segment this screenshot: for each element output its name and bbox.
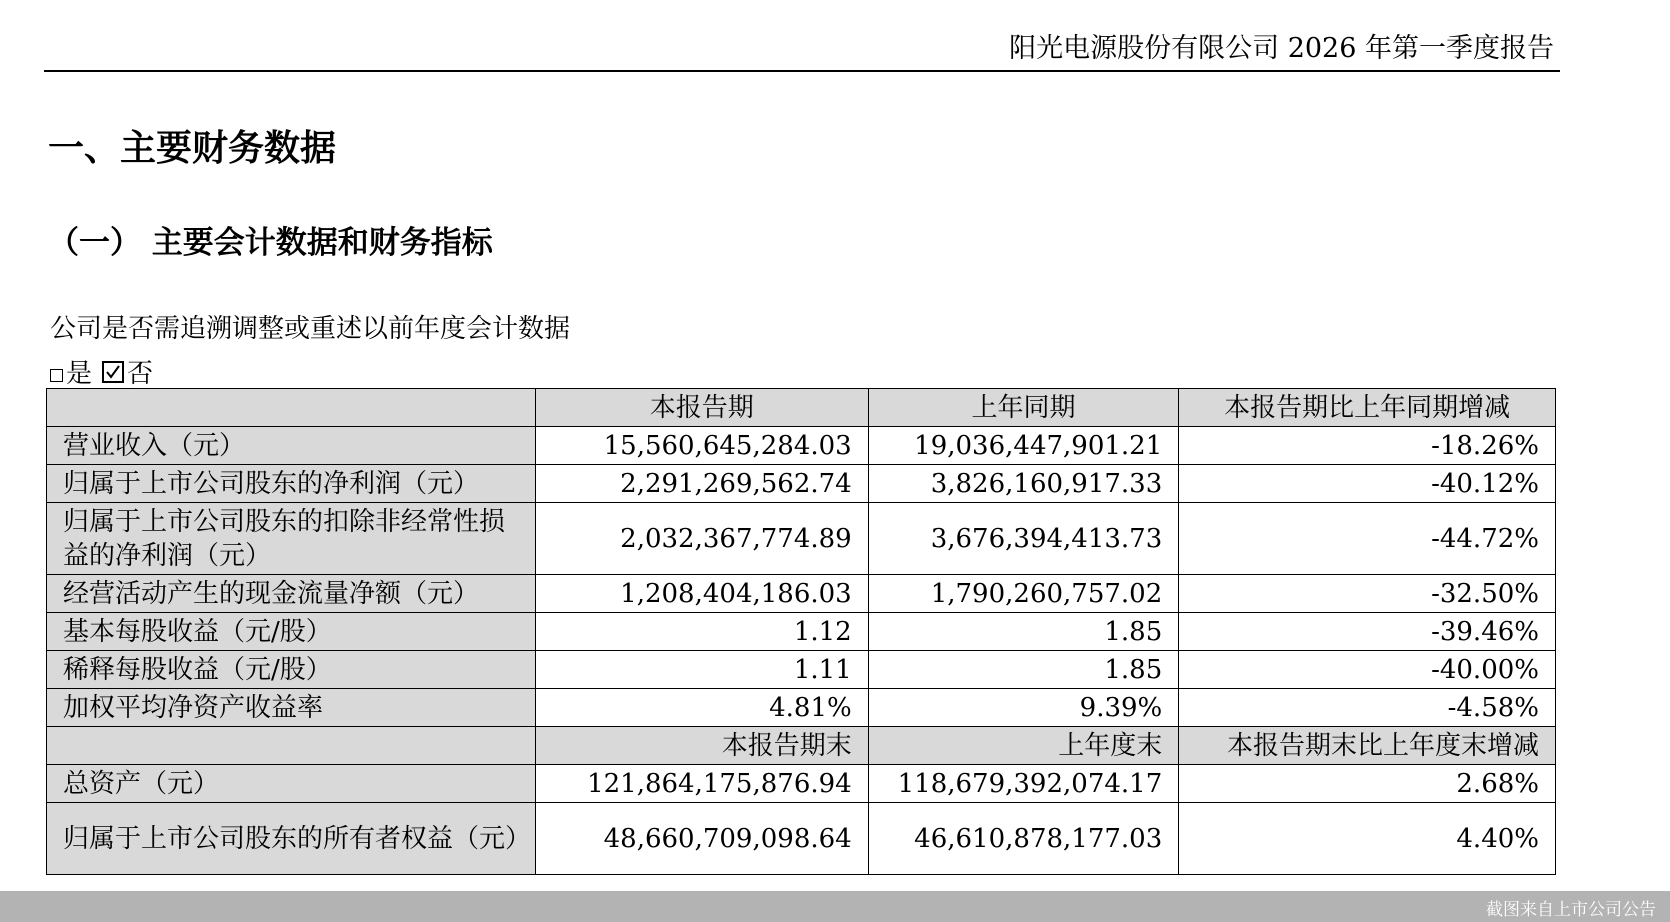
checked-box-icon (102, 361, 124, 383)
row-label: 总资产（元） (47, 765, 536, 803)
table-header-cell: 本报告期末比上年度末增减 (1179, 727, 1556, 765)
table-header-cell: 上年同期 (868, 389, 1179, 427)
table-header-row (47, 727, 1556, 765)
prior-value: 19,036,447,901.21 (868, 427, 1179, 465)
restatement-options (50, 353, 153, 390)
prior-value: 1.85 (868, 613, 1179, 651)
current-value: 4.81% (535, 689, 868, 727)
change-value: -44.72% (1179, 503, 1556, 575)
table-row (47, 613, 1556, 651)
subsection-heading: （一） 主要会计数据和财务指标 (48, 225, 493, 261)
restatement-question: 公司是否需追溯调整或重述以前年度会计数据 (50, 314, 571, 344)
prior-value: 3,826,160,917.33 (868, 465, 1179, 503)
table-header-cell (47, 727, 536, 765)
row-label: 稀释每股收益（元/股） (47, 651, 536, 689)
current-value: 2,291,269,562.74 (535, 465, 868, 503)
table-row (47, 765, 1556, 803)
prior-value: 1.85 (868, 651, 1179, 689)
row-label: 基本每股收益（元/股） (47, 613, 536, 651)
source-footer-bar (0, 891, 1670, 922)
table-row (47, 651, 1556, 689)
change-value: 2.68% (1179, 765, 1556, 803)
report-title: 阳光电源股份有限公司 2026 年第一季度报告 (1009, 33, 1554, 64)
table-header-cell: 上年度末 (868, 727, 1179, 765)
row-label: 加权平均净资产收益率 (47, 689, 536, 727)
change-value: -32.50% (1179, 575, 1556, 613)
current-value: 1.11 (535, 651, 868, 689)
option-yes-label: 是 (66, 359, 93, 389)
table-header-cell: 本报告期 (535, 389, 868, 427)
table-row (47, 803, 1556, 875)
row-label: 归属于上市公司股东的净利润（元） (47, 465, 536, 503)
prior-value: 9.39% (868, 689, 1179, 727)
source-note: 截图来自上市公司公告 (1486, 900, 1656, 920)
current-value: 2,032,367,774.89 (535, 503, 868, 575)
table-row (47, 575, 1556, 613)
row-label: 营业收入（元） (47, 427, 536, 465)
change-value: -40.00% (1179, 651, 1556, 689)
table-header-cell: 本报告期比上年同期增减 (1179, 389, 1556, 427)
section-heading: 一、主要财务数据 (48, 128, 337, 169)
prior-value: 1,790,260,757.02 (868, 575, 1179, 613)
current-value: 1,208,404,186.03 (535, 575, 868, 613)
table-row (47, 427, 1556, 465)
current-value: 1.12 (535, 613, 868, 651)
change-value: 4.40% (1179, 803, 1556, 875)
prior-value: 3,676,394,413.73 (868, 503, 1179, 575)
current-value: 121,864,175,876.94 (535, 765, 868, 803)
change-value: -40.12% (1179, 465, 1556, 503)
unchecked-box-icon (50, 369, 63, 382)
current-value: 48,660,709,098.64 (535, 803, 868, 875)
row-label: 经营活动产生的现金流量净额（元） (47, 575, 536, 613)
page-header (44, 22, 1560, 72)
table-row (47, 503, 1556, 575)
change-value: -4.58% (1179, 689, 1556, 727)
option-no-label: 否 (127, 359, 154, 389)
change-value: -18.26% (1179, 427, 1556, 465)
row-label: 归属于上市公司股东的扣除非经常性损益的净利润（元） (47, 503, 536, 575)
prior-value: 46,610,878,177.03 (868, 803, 1179, 875)
table-header-row (47, 389, 1556, 427)
table-row (47, 689, 1556, 727)
row-label: 归属于上市公司股东的所有者权益（元） (47, 803, 536, 875)
table-header-cell: 本报告期末 (535, 727, 868, 765)
table-header-cell (47, 389, 536, 427)
table-row (47, 465, 1556, 503)
change-value: -39.46% (1179, 613, 1556, 651)
financial-data-table (46, 388, 1556, 875)
prior-value: 118,679,392,074.17 (868, 765, 1179, 803)
current-value: 15,560,645,284.03 (535, 427, 868, 465)
